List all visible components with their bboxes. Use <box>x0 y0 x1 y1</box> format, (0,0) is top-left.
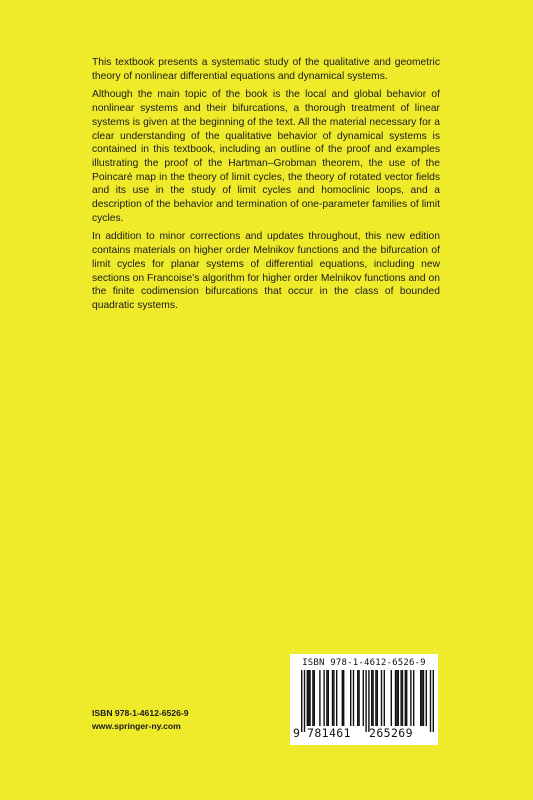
barcode-first-digit: 9 <box>293 726 300 740</box>
barcode-bar <box>350 670 351 726</box>
barcode-bar <box>312 670 313 726</box>
barcode-bar <box>406 670 407 726</box>
barcode-bar <box>314 670 315 726</box>
barcode-digits <box>290 726 438 742</box>
barcode-bar <box>326 670 327 726</box>
barcode-bar <box>398 670 399 726</box>
barcode-bar <box>396 670 397 726</box>
barcode-bar <box>365 670 366 732</box>
barcode-bar <box>309 670 310 726</box>
barcode-bar <box>333 670 334 726</box>
publisher-url: www.springer-ny.com <box>92 721 181 731</box>
blurb-paragraph-3: In addition to minor corrections and updates throughout, this new edition contains materials on higher order Melnikov functions and the bifurcation of limit cycles for planar systems of differential equations, including new sections on Francoise's algorithm for higher order Melnikov functions and on the finite codimension bifurcations that occur in the class of bounded quadratic systems. <box>92 231 440 311</box>
isbn-barcode <box>290 654 438 745</box>
barcode-isbn-label: ISBN 978-1-4612-6526-9 <box>302 658 426 668</box>
barcode-bar <box>353 670 354 726</box>
barcode-bar <box>402 670 403 726</box>
barcode-bar <box>304 670 305 732</box>
barcode-right-digits: 265269 <box>369 726 413 740</box>
barcode-bar <box>308 670 309 726</box>
barcode-bar <box>405 670 406 726</box>
barcode-bar <box>391 670 392 726</box>
cover-blurb <box>92 56 440 318</box>
barcode-bar <box>400 670 401 726</box>
barcode-bar <box>375 670 376 726</box>
isbn-text: ISBN 978-1-4612-6526-9 <box>92 708 189 718</box>
barcode-bar <box>307 670 308 726</box>
barcode-bar <box>342 670 343 726</box>
barcode-bar <box>301 670 302 732</box>
barcode-bar <box>319 670 320 726</box>
barcode-bar <box>323 670 324 726</box>
barcode-bar <box>358 670 359 726</box>
barcode-bar <box>423 670 424 726</box>
barcode-bar <box>384 670 385 726</box>
barcode-bar <box>426 670 427 726</box>
barcode-bar <box>371 670 372 726</box>
barcode-bar <box>413 670 414 726</box>
cover-metadata <box>92 707 189 733</box>
barcode-bar <box>372 670 373 726</box>
barcode-bar <box>421 670 422 726</box>
barcode-bar <box>420 670 421 726</box>
barcode-bar <box>363 670 364 726</box>
blurb-paragraph-2: Although the main topic of the book is the local and global behavior of nonlinear systems and their bifurcations, a thorough treatment of linear systems is given at the beginning of the text. All the material necessary for a clear understanding of the qualitative behavior of dynamical systems is contained in this textbook, including an outline of the proof and examples illustrating the proof of the Hartman–Grobman theorem, the use of the Poincaré map in the theory of limit cycles, the theory of rotated vector fields and its use in the study of limit cycles and homoclinic loops, and a description of the behavior and termination of one-parameter families of limit cycles. <box>92 89 440 224</box>
barcode-bar <box>410 670 411 726</box>
barcode-bar <box>381 670 382 726</box>
barcode-bar <box>395 670 396 726</box>
barcode-bar <box>336 670 337 726</box>
blurb-paragraph-1: This textbook presents a systematic study of the qualitative and geometric theory of nonlinear differential equations and dynamical systems. <box>92 57 440 82</box>
barcode-bar <box>433 670 434 732</box>
barcode-bar <box>357 670 358 726</box>
barcode-bar <box>332 670 333 726</box>
barcode-bar <box>343 670 344 726</box>
barcode-bar <box>377 670 378 726</box>
barcode-left-digits: 781461 <box>307 726 351 740</box>
barcode-bar <box>430 670 431 732</box>
barcode-bar <box>328 670 329 726</box>
barcode-bar <box>368 670 369 732</box>
